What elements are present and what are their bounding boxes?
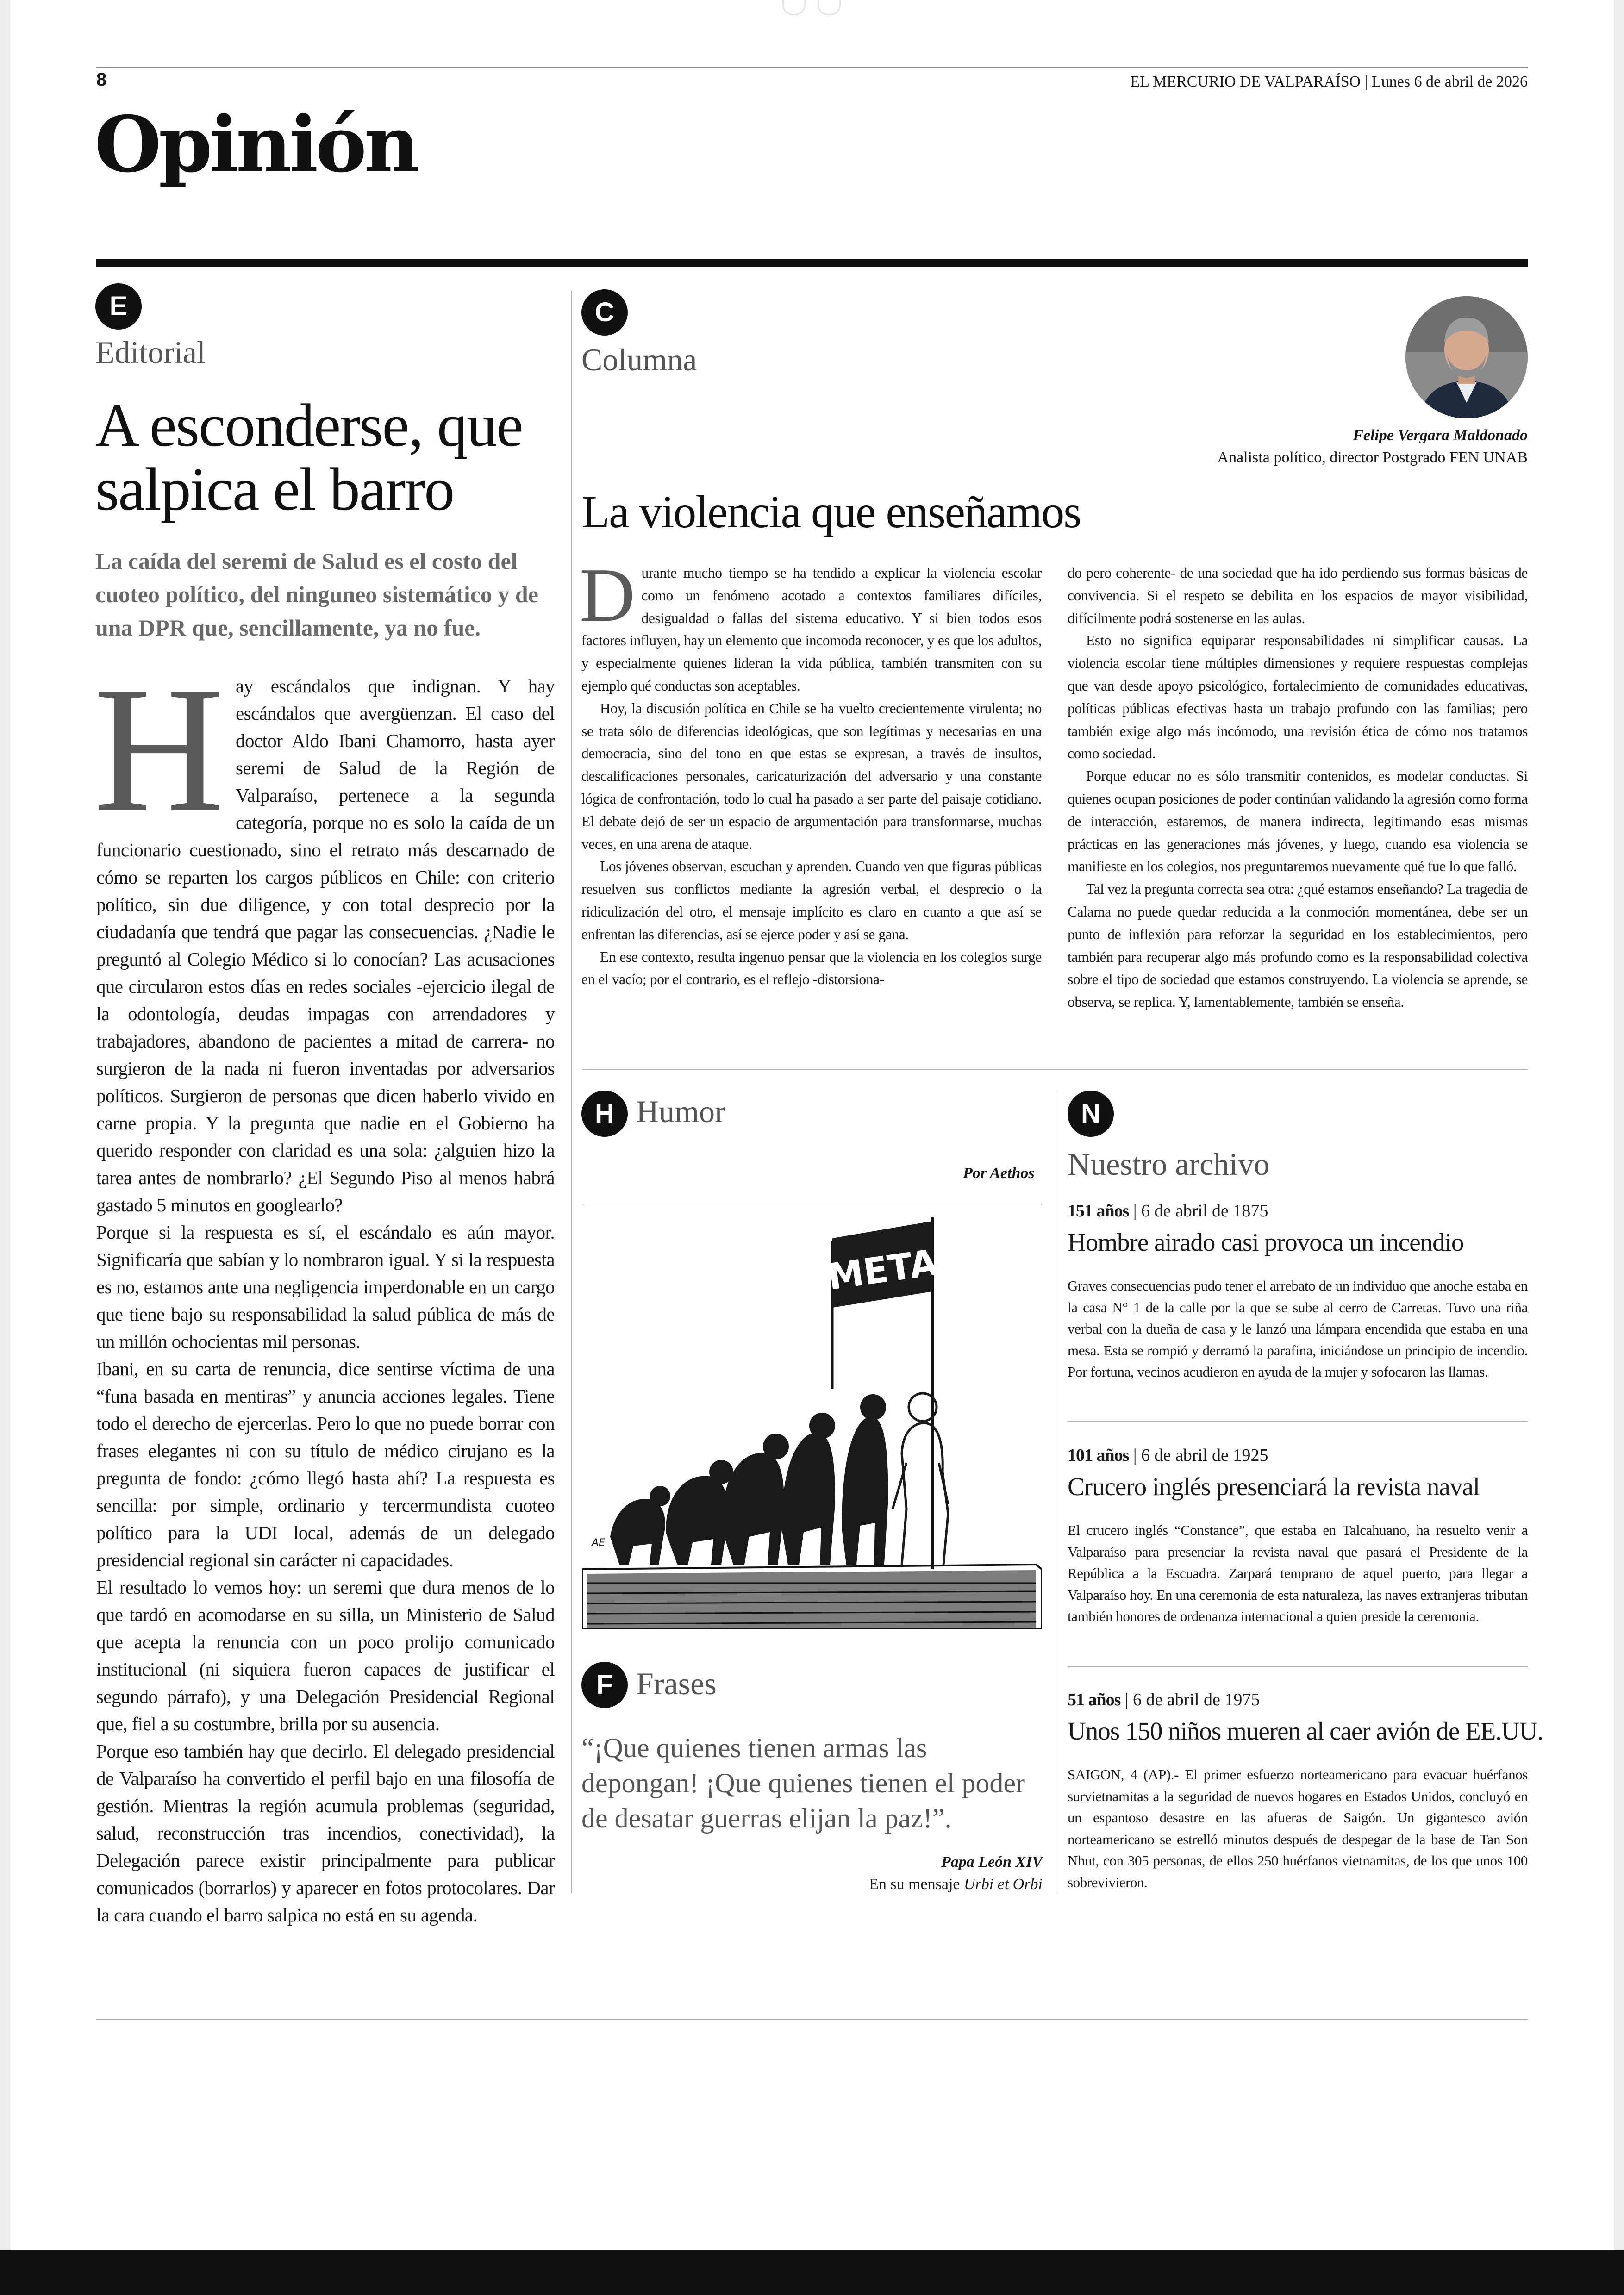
archive-divider [1068, 1421, 1528, 1422]
humor-credit: Por Aethos [963, 1165, 1035, 1182]
archive-text: SAIGON, 4 (AP).- El primer esfuerzo norteamericano para evacuar huérfanos survietnamitas a la seguridad de nuevos hogares en Estados Unidos, concluyó en un espantoso desastre en las afueras de Saigón. Un gigantesco avión norteamericano se estrelló minutos después de despegar de la base de Tan Son Nhut, con 305 personas, de ellos 250 huérfanos vietnamitas, de los que unos 100 sobrevivieron. [1068, 1766, 1528, 1890]
archive-year-line: 51 años | 6 de abril de 1975 [1068, 1690, 1260, 1709]
author-photo [1405, 296, 1528, 418]
editorial-paragraph: Porque si la respuesta es sí, el escándalo es aún mayor. Significaría que sabían y lo nombraron igual. Y si la respuesta es no, estamos ante una negligencia imperdonable en un cargo que tiene bajo su responsabilidad la salud pública de más de un millón ochocientas mil personas. [96, 1222, 555, 1352]
editorial-dropcap: H [94, 649, 224, 849]
editorial-body [94, 649, 555, 1929]
frases-badge: F [581, 1662, 628, 1708]
editorial-badge: E [95, 283, 142, 330]
archive-headline: Unos 150 niños mueren al caer avión de EE.UU. [1068, 1717, 1543, 1745]
archive-item [1068, 1445, 1528, 1628]
top-rule [96, 67, 1528, 68]
editorial-paragraph: Porque eso también hay que decirlo. El delegado presidencial de Valparaíso ha convertido el perfil bajo en una filosofía de gestión. Mientras la región acumula problemas (seguridad, salud, reconstrucción tras incendios, conectividad), la Delegación parece existir principalmente para publicar comunicados (borrarlos) y aparecer en fotos protocolares. Dar la cara cuando el barro salpica no está en su agenda. [96, 1740, 555, 1926]
archive-headline: Crucero inglés presenciará la revista naval [1068, 1472, 1480, 1501]
column-paragraph: Tal vez la pregunta correcta sea otra: ¿qué estamos enseñando? La tragedia de Calama no puede quedar reducida a la conmoción momentánea, debe ser un punto de inflexión para reforzar la seguridad en los establecimientos, pero también para recuperar algo más profundo como es la responsabilidad colectiva sobre el tipo de sociedad que estamos construyendo. La violencia se aprende, se observa, se replica. Y, lamentablemente, también se enseña. [1068, 881, 1528, 1010]
editorial-headline-line: A esconderse, que [95, 391, 523, 459]
column-dropcap: D [580, 552, 635, 637]
section-title: Opinión [94, 100, 417, 190]
svg-text:AE: AE [592, 1537, 605, 1549]
archive-item [1068, 1690, 1543, 1893]
archive-date: 6 de abril de 1925 [1141, 1446, 1268, 1465]
archive-year-line: 151 años | 6 de abril de 1875 [1068, 1201, 1268, 1221]
frases-source-prefix: En su mensaje [869, 1876, 960, 1893]
column-body-col2 [1068, 562, 1528, 1014]
column-author: Felipe Vergara Maldonado [1353, 427, 1528, 444]
archive-text: Graves consecuencias pudo tener el arrebato de un individuo que anoche estaba en la casa N° 1 de la calle por la que se sube al cerro de Carretas. Tuvo una riña verbal con la dueña de casa y le lanzó una lámpara encendida que estaba en una mesa. Esta se rompió y derramó la parafina, iniciándose un principio de incendio. Por fortuna, vecinos acudieron en ayuda de la mujer y sofocaron las llamas. [1068, 1278, 1528, 1380]
editorial-headline-line: salpica el barro [95, 455, 454, 523]
column-kicker: Columna [581, 342, 697, 377]
column-paragraph: Los jóvenes observan, escuchan y aprenden. Cuando ven que figuras públicas resuelven sus conflictos mediante la agresión verbal, el desprecio o la ridiculización del otro, el mensaje implícito es claro en cuanto a que así se enfrentan las diferencias, así se ejerce poder y así se gana. [581, 858, 1042, 942]
archive-years: 151 años [1068, 1201, 1129, 1221]
flag-text: META [825, 1241, 940, 1299]
frases-source [722, 1876, 1043, 1893]
archive-years: 101 años [1068, 1446, 1129, 1465]
editorial-paragraph: ay escándalos que indignan. Y hay escándalos que avergüenzan. El caso del doctor Aldo Ibani Chamorro, hasta ayer seremi de Salud de la Región de Valparaíso, pertenece a la segunda categoría, porque no es solo la caída de un funcionario cuestionado, sino el retrato más descarnado de cómo se reparten los cargos públicos en Chile: con criterio político, sin due diligence, y con total desprecio por la ciudadanía que tendrá que pagar las consecuencias. ¿Nadie le preguntó al Colegio Médico si lo conocían? Las acusaciones que circularon estos días en redes sociales -ejercicio ilegal de la odontología, deudas impagas con arrendadores y trabajadores, abandono de pacientes a mitad de carrera- no surgieron de la nada ni fueron inventadas por adversarios políticos. Surgieron de personas que dicen haberlo vivido en carne propia. Y la pregunta que nadie en el Gobierno ha querido responder con claridad es una sola: ¿alguien hizo la tarea antes de nombrarlo? ¿El Segundo Piso al menos habrá gastado 5 minutos en googlearlo? [96, 675, 555, 1216]
archive-item [1068, 1201, 1528, 1383]
page-number: 8 [96, 69, 107, 90]
frases-source-title: Urbi et Orbi [964, 1876, 1043, 1893]
editorial-paragraph: Ibani, en su carta de renuncia, dice sentirse víctima de una “funa basada en mentiras” y anuncia acciones legales. Tiene todo el derecho de ejercerlas. Pero lo que no puede borrar con frases elegantes ni con su título de médico cirujano es la pregunta de fondo: ¿cómo llegó hasta ahí? La respuesta es sencilla: por simple, ordinario y tercermundista cuoteo político para la UDI local, además de un delegado presidencial regional sin carácter ni capacidades. [96, 1358, 555, 1571]
archivo-badge: N [1068, 1091, 1114, 1137]
archive-headline: Hombre airado casi provoca un incendio [1068, 1228, 1464, 1256]
column-paragraph: Porque educar no es sólo transmitir contenidos, es modelar conductas. Si quienes ocupan posiciones de poder continúan validando la agresión como forma de interacción, estaremos, de manera indirecta, legitimando esas mismas prácticas en las generaciones más jóvenes, y luego, cuando esa violencia se manifieste en los colegios, nos preguntaremos nuevamente qué fue lo que falló. [1068, 768, 1528, 875]
column-paragraph: urante mucho tiempo se ha tendido a explicar la violencia escolar como un fenómeno acotado a contextos familiares difíciles, desigualdad o fallas del sistema educativo. Y si bien todos esos factores influyen, hay un elemento que incomoda reconocer, y es que los adultos, y especialmente quienes lideran la vida pública, también transmiten con su ejemplo qué conductas son aceptables. [581, 565, 1042, 694]
archivo-kicker: Nuestro archivo [1068, 1147, 1270, 1182]
column-divider [571, 291, 572, 1893]
editorial-paragraph: El resultado lo vemos hoy: un seremi que dura menos de lo que tardó en acomodarse en su silla, un Ministerio de Salud que acepta la renuncia con un poco prolijo comunicado institucional (ni siquiera fueron capaces de justificar el segundo párrafo), y una Delegación Presidencial Regional que, fiel a su costumbre, brilla por su ausencia. [96, 1577, 555, 1734]
column-paragraph: Esto no significa equiparar responsabilidades ni simplificar causas. La violencia escolar tiene múltiples dimensiones y requiere respuestas complejas que van desde apoyo psicológico, fortalecimiento de comunidades educativas, políticas públicas efectivas hasta un trabajo profundo con las familias; pero también exige algo más incómodo, una revisión ética de cómo nos tratamos como sociedad. [1068, 632, 1528, 762]
masthead: EL MERCURIO DE VALPARAÍSO | Lunes 6 de abril de 2026 [1130, 73, 1528, 90]
column-headline: La violencia que enseñamos [581, 486, 1081, 537]
archive-divider [1068, 1666, 1528, 1667]
humor-kicker: Humor [636, 1094, 725, 1129]
archive-years: 51 años [1068, 1690, 1121, 1709]
archive-date: 6 de abril de 1875 [1141, 1201, 1268, 1221]
editorial-headline [95, 393, 523, 521]
bottom-rule [96, 2019, 1528, 2020]
viewer-bottom-bar [0, 2250, 1624, 2295]
editorial-dek: La caída del seremi de Salud es el costo del cuoteo político, del ninguneo sistemático y de una DPR que, sencillamente, ya no fue. [95, 548, 538, 641]
archive-text: El crucero inglés “Constance”, que estaba en Talcahuano, ha resuelto venir a Valparaíso para presenciar la revista naval que pasará el Presidente de la República a la Escuadra. Zarpará temprano de aquel puerto, para llegar a Valparaíso hoy. En una ceremonia de esta naturaleza, las naves extranjeras tributan también honores de ordenanza internacional a quien preside la ceremonia. [1068, 1522, 1528, 1624]
column-paragraph: do pero coherente- de una sociedad que ha ido perdiendo sus formas básicas de convivencia. Si el respeto se debilita en los espacios de mayor visibilidad, difícilmente podrá sostenerse en las aulas. [1068, 565, 1528, 626]
section-rule [96, 259, 1528, 267]
frases-kicker: Frases [636, 1666, 717, 1701]
column-paragraph: En ese contexto, resulta ingenuo pensar que la violencia en los colegios surge en el vacío; por el contrario, es el reflejo -distorsiona- [581, 948, 1042, 988]
humor-cartoon [582, 1213, 1042, 1629]
archive-year-line: 101 años | 6 de abril de 1925 [1068, 1446, 1268, 1465]
section-divider [582, 1069, 1528, 1070]
column-badge: C [581, 289, 628, 336]
column-body-col1 [580, 552, 1042, 991]
humor-badge: H [581, 1091, 628, 1137]
archive-date: 6 de abril de 1975 [1133, 1690, 1260, 1709]
column-author-role: Analista político, director Postgrado FEN UNAB [1217, 449, 1528, 466]
frases-author: Papa León XIV [941, 1853, 1043, 1871]
column-paragraph: Hoy, la discusión política en Chile se ha vuelto crecientemente virulenta; no se trata sólo de diferencias ideológicas, que son legítimas y necesarias en una democracia, sino del tono en que estas se expresan, a través de insultos, descalificaciones personales, caricaturización del adversario y una constante lógica de confrontación, todo lo cual ha pasado a ser parte del paisaje cotidiano. El debate dejó de ser un espacio de argumentación para transformarse, muchas veces, en una arena de ataque. [581, 700, 1042, 852]
editorial-kicker: Editorial [95, 335, 206, 370]
frases-quote: “¡Que quienes tienen armas las depongan! ¡Que quienes tienen el poder de desatar guerras elijan la paz!”. [581, 1733, 1025, 1834]
